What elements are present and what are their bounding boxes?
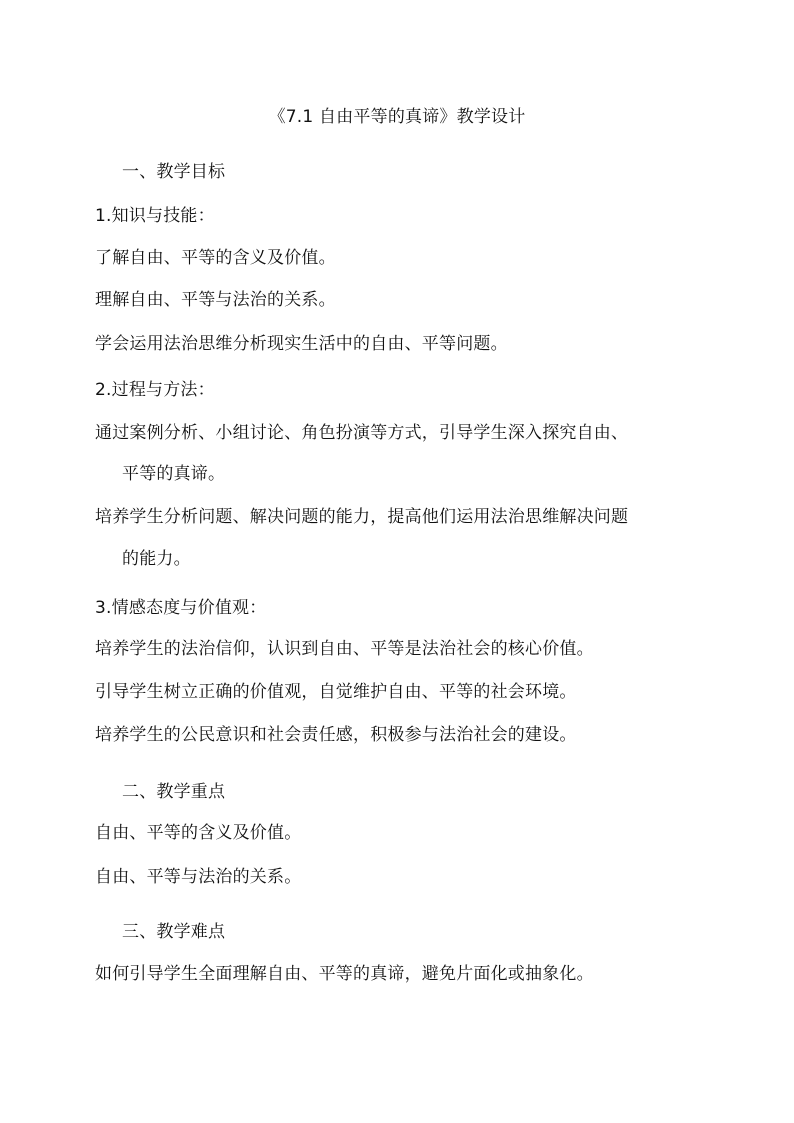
paragraph-line: 培养学生的公民意识和社会责任感，积极参与法治社会的建设。 bbox=[95, 725, 577, 745]
paragraph-line: 如何引导学生全面理解自由、平等的真谛，避免片面化或抽象化。 bbox=[95, 964, 594, 984]
subsection-heading-knowledge: 1.知识与技能： bbox=[95, 206, 215, 226]
paragraph-line: 自由、平等的含义及价值。 bbox=[95, 823, 302, 843]
subsection-heading-values: 3.情感态度与价值观： bbox=[95, 598, 267, 618]
paragraph-line: 自由、平等与法治的关系。 bbox=[95, 867, 302, 887]
section-heading-objectives: 一、教学目标 bbox=[122, 162, 226, 182]
paragraph-line: 通过案例分析、小组讨论、角色扮演等方式，引导学生深入探究自由、 bbox=[95, 423, 629, 443]
paragraph-line: 学会运用法治思维分析现实生活中的自由、平等问题。 bbox=[95, 334, 508, 354]
section-heading-key-points: 二、教学重点 bbox=[122, 782, 226, 802]
section-heading-difficulties: 三、教学难点 bbox=[122, 922, 226, 942]
paragraph-line: 培养学生分析问题、解决问题的能力，提高他们运用法治思维解决问题 bbox=[95, 507, 629, 527]
paragraph-line: 了解自由、平等的含义及价值。 bbox=[95, 248, 336, 268]
paragraph-line: 理解自由、平等与法治的关系。 bbox=[95, 290, 336, 310]
subsection-heading-process: 2.过程与方法： bbox=[95, 380, 215, 400]
paragraph-line: 培养学生的法治信仰，认识到自由、平等是法治社会的核心价值。 bbox=[95, 639, 594, 659]
paragraph-line-continued: 平等的真谛。 bbox=[122, 464, 226, 484]
paragraph-line-continued: 的能力。 bbox=[122, 549, 191, 569]
document-title: 《7.1 自由平等的真谛》教学设计 bbox=[268, 107, 526, 127]
paragraph-line: 引导学生树立正确的价值观，自觉维护自由、平等的社会环境。 bbox=[95, 682, 577, 702]
